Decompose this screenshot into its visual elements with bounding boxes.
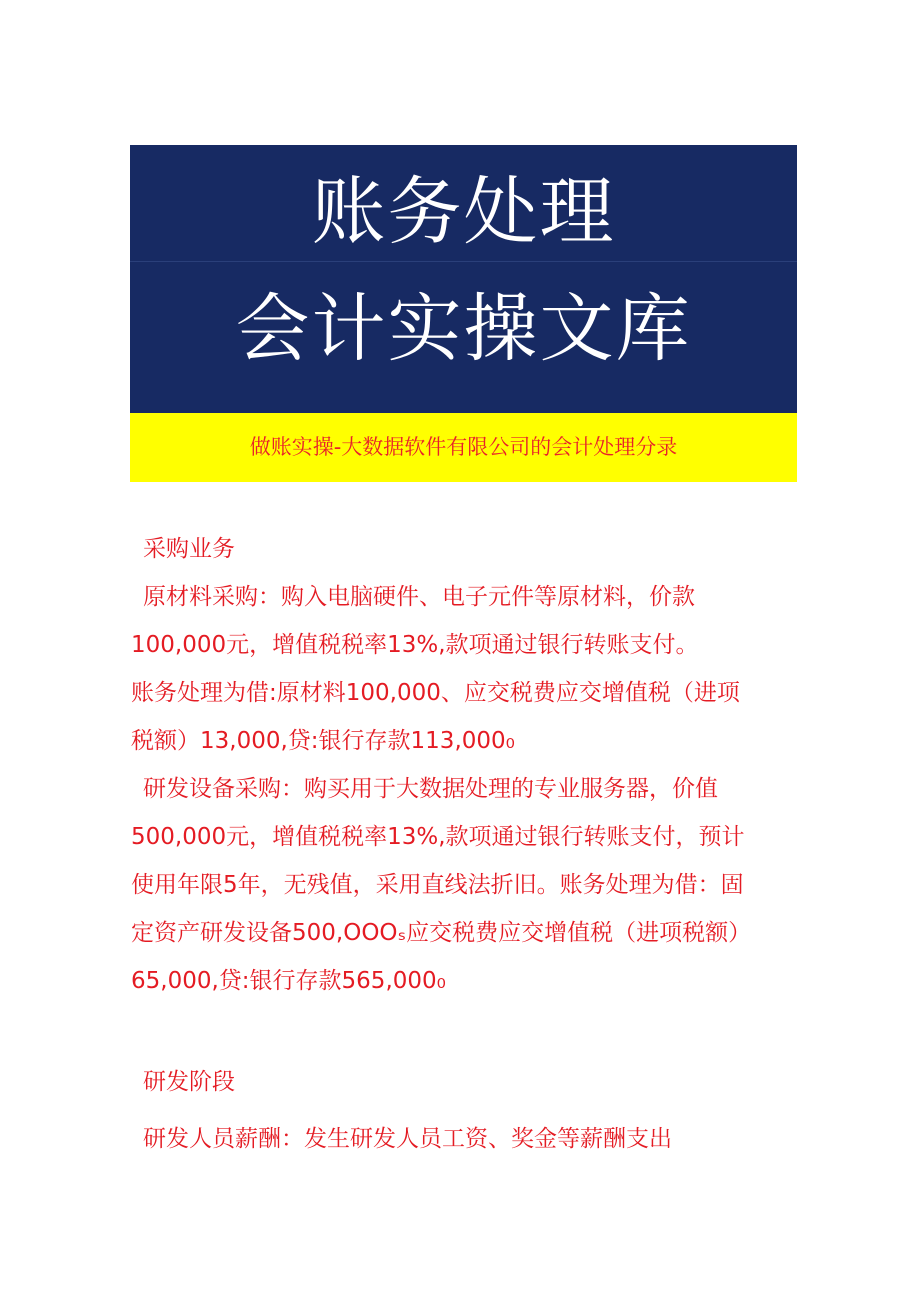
title-banner (130, 145, 797, 413)
paragraph-line: 原材料采购：购入电脑硬件、电子元件等原材料，价款 (143, 584, 695, 610)
paragraph-line: 65,000,贷:银行存款565,000₀ (131, 968, 446, 994)
paragraph-line: 500,000元，增值税税率13%,款项通过银行转账支付，预计 (131, 824, 745, 850)
subtitle-bar (130, 413, 797, 482)
banner-title-line2: 会计实操文库 (235, 286, 692, 372)
banner-title-line1: 账务处理 (311, 169, 616, 255)
paragraph-line: 定资产研发设备500,OOOₛ应交税费应交增值税（进项税额） (131, 920, 752, 946)
paragraph-line: 税额）13,000,贷:银行存款113,000₀ (131, 728, 515, 754)
paragraph-line: 账务处理为借:原材料100,000、应交税费应交增值税（进项 (131, 680, 740, 706)
paragraph-line: 使用年限5年，无残值，采用直线法折旧。账务处理为借：固 (131, 872, 744, 898)
paragraph-line: 研发人员薪酬：发生研发人员工资、奖金等薪酬支出 (143, 1126, 672, 1152)
paragraph-line: 100,000元，增值税税率13%,款项通过银行转账支付。 (131, 632, 699, 658)
subtitle-text: 做账实操-大数据软件有限公司的会计处理分录 (249, 435, 678, 459)
banner-divider (130, 261, 797, 262)
section-heading-purchasing: 采购业务 (143, 536, 235, 562)
paragraph-line: 研发设备采购：购买用于大数据处理的专业服务器，价值 (143, 776, 718, 802)
section-heading-rnd: 研发阶段 (143, 1069, 235, 1095)
